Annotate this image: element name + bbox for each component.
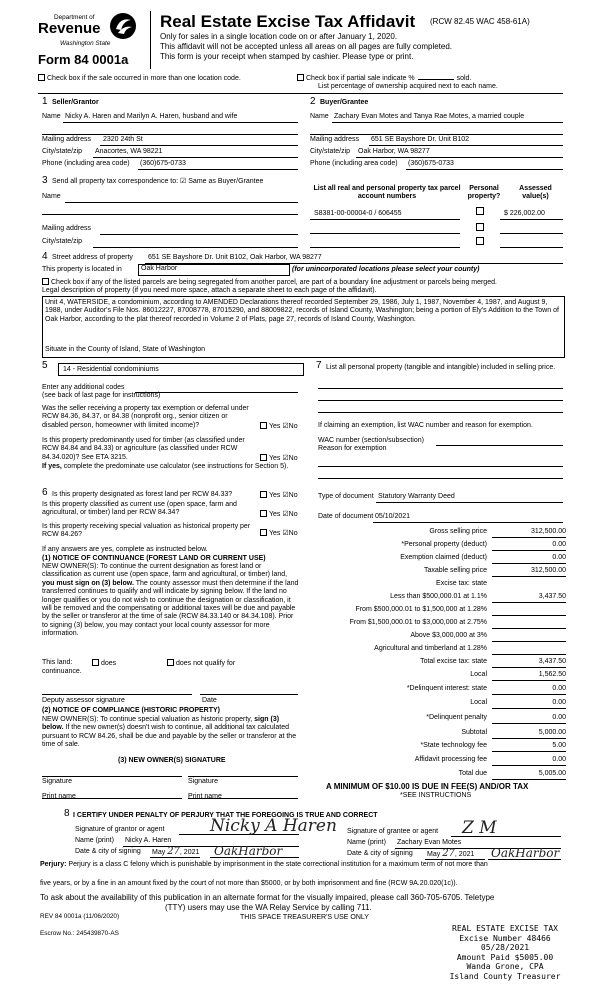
buyer-name[interactable]: Zachary Evan Motes and Tanya Rae Motes, a married couple [334, 113, 525, 120]
street-label: Street address of property [52, 254, 133, 261]
header-line1: Only for sales in a single location code on or after January 1, 2020. [160, 32, 398, 41]
deputy-date-label: Date [202, 697, 217, 704]
land-use-select[interactable]: 14 - Residential condominiums [58, 363, 304, 376]
buyer-city-label: City/state/zip [310, 148, 351, 155]
no-checkbox-checked: ☑ [282, 530, 289, 537]
buyer-name-label: Name [310, 113, 329, 120]
partial-sale-note: List percentage of ownership acquired next to each name. [318, 83, 498, 90]
buyer-mailing-label: Mailing address [310, 136, 360, 143]
doc-type[interactable]: Statutory Warranty Deed [378, 493, 455, 500]
tax-line-value[interactable]: 0.00 [552, 541, 566, 548]
grantor-date[interactable]: May 27, 2021 [152, 846, 200, 857]
grantor-name[interactable]: Nicky A. Haren [125, 837, 172, 844]
treasurer-stamp: REAL ESTATE EXCISE TAX Excise Number 48466 05/28/2021 Amount Paid $5005.00 Wanda Grone, CPA Island County Treasurer [449, 924, 561, 981]
yes-checkbox[interactable] [260, 510, 267, 517]
grantee-name-label: Name (print) [347, 839, 386, 846]
tax-line-label: Excise tax: state [436, 580, 487, 587]
tax-line-label: Subtotal [461, 729, 487, 736]
checkbox-icon[interactable] [297, 74, 304, 81]
form-title: Real Estate Excise Tax Affidavit [160, 12, 416, 31]
tax-line-label: Local [470, 699, 487, 706]
s6-question-1: Is this property designated as forest land per RCW 84.33? [52, 491, 233, 498]
seller-name[interactable]: Nicky A. Haren and Marilyn A. Haren, husband and wife [65, 113, 238, 120]
personal-property-checkbox[interactable] [476, 207, 484, 215]
tax-line-label: Affidavit processing fee [414, 756, 487, 763]
checkbox-icon[interactable] [92, 659, 99, 666]
yes-checkbox[interactable] [260, 491, 267, 498]
section-2-number: 2 [310, 96, 316, 107]
grantee-signature[interactable]: Z M [462, 818, 497, 838]
located-select[interactable]: Oak Harbor [138, 264, 290, 276]
parcel-col-personal: Personal property? [467, 185, 501, 201]
seller-city-label: City/state/zip [42, 148, 83, 155]
notice-2-text: NEW OWNER(S): To continue special valuation as historic property, sign (3) below. If the new owner(s) doesn't wish to continue, all additional tax calculated pursuant to RCW 84.26, shall be due and payable by the seller or transferor at the time of sale. [42, 716, 297, 749]
section-7-number: 7 [316, 360, 322, 371]
does-check[interactable]: does [92, 659, 116, 668]
dept-state: Washington State [60, 40, 111, 47]
dept-revenue: Revenue [38, 20, 101, 37]
rev-number: REV 84 0001a (11/06/2020) [40, 913, 120, 920]
no-checkbox-checked: ☑ [282, 492, 289, 499]
partial-sale-check[interactable]: Check box if partial sale indicate % sold. [297, 74, 471, 83]
seller-heading: Seller/Grantor [52, 99, 99, 106]
form-number: Form 84 0001a [38, 52, 129, 67]
notice-2-heading: (2) NOTICE OF COMPLIANCE (HISTORIC PROPERTY) [42, 707, 220, 714]
parcel-value[interactable]: $ 226,002.00 [504, 210, 545, 217]
exemption-label: If claiming an exemption, list WAC number and reason for exemption. [318, 422, 533, 429]
perjury-text-2: five years, or by a fine in an amount fixed by the court of not more than $5000, or by both imprisonment and fine (RCW 9A.20.020(1c)). [40, 880, 458, 887]
parcel-col-assessed: Assessed value(s) [519, 185, 552, 201]
notice-1-heading: (1) NOTICE OF CONTINUANCE (FOREST LAND OR CURRENT USE) [42, 555, 266, 562]
continuance-label: continuance. [42, 668, 82, 675]
grantor-city[interactable]: OakHarbor [214, 844, 283, 858]
grantee-date-label: Date & city of signing [347, 850, 413, 857]
owner-print-label-2: Print name [188, 793, 222, 800]
escrow-number: Escrow No.: 245439870-AS [40, 930, 119, 937]
s5-note: If yes, complete the predominate use calculator (see instructions for Section 5). [42, 463, 289, 470]
personal-property-checkbox[interactable] [476, 223, 484, 231]
legal-description-2: Situate in the County of Island, State of Washington [45, 346, 206, 353]
section-8-number: 8 [64, 808, 70, 819]
seller-phone[interactable]: (360)675-0733 [140, 160, 186, 167]
legal-description: Unit 4, WATERSIDE, a condominium, according to AMENDED Declarations thereof recorded September 29, 1986, July 1, 1987, November 4, 1987, and August 9, 1988, under Auditor's File Nos. 86012227, 87008778, 87015290, and 88009822, records of Island County, Washington; being a portion of Ely's Addition to the Town of Oak Harbor, according to the plat thereof recorded in Volume 2 of Plats, page 27, records of Island County, Washington. [45, 299, 559, 323]
s5-question-2: Is this property predominantly used for timber (as classified under RCW 84.84 and 84.33) or agriculture (as classified under RCW 84.34.020)? See ETA 3215. [42, 437, 245, 461]
section-6-number: 6 [42, 487, 48, 498]
codes-label-a: Enter any additional codes [42, 384, 125, 391]
tax-line-value[interactable]: 0.00 [552, 699, 566, 706]
tax-line-value[interactable]: 5,005.00 [538, 770, 566, 777]
buyer-mailing[interactable]: 651 SE Bayshore Dr. Unit B102 [371, 136, 470, 143]
codes-label-b: (see back of last page for instructions) [42, 392, 161, 399]
tax-line-label: *Delinquent interest: state [406, 685, 487, 692]
seller-mailing-label: Mailing address [42, 136, 92, 143]
grantor-name-label: Name (print) [75, 837, 114, 844]
minimum-notice: A MINIMUM OF $10.00 IS DUE IN FEE(S) AND/OR TAX [326, 782, 529, 791]
parcel-number[interactable]: S8381-00-00004-0 / 606455 [314, 210, 402, 217]
no-checkbox-checked: ☑ [282, 511, 289, 518]
tax-line-label: Less than $500,000.01 at 1.1% [390, 593, 487, 600]
personal-property-checkbox[interactable] [476, 237, 484, 245]
tax-line-value[interactable]: 5.00 [552, 742, 566, 749]
no-checkbox-checked: ☑ [282, 423, 289, 430]
tax-line-value[interactable]: 3,437.50 [538, 593, 566, 600]
seller-name-label: Name [42, 113, 61, 120]
segregated-check[interactable]: Check box if any of the listed parcels are being segregated from another parcel, are part of a boundary line adjustment or parcels being merged. [42, 278, 497, 287]
property-street[interactable]: 651 SE Bayshore Dr. Unit B102, Oak Harbor, WA 98277 [148, 254, 322, 261]
new-owner-sig-heading: (3) NEW OWNER(S) SIGNATURE [118, 757, 226, 764]
tax-line-label: Above $3,000,000 at 3% [410, 632, 487, 639]
corr-city-label: City/state/zip [42, 238, 83, 245]
header-line3: This form is your receipt when stamped by cashier. Please type or print. [160, 52, 414, 61]
tax-line-value[interactable]: 3,437.50 [538, 658, 566, 665]
s6-q2-answer[interactable]: Yes ☑No [260, 510, 298, 519]
tax-line-label: *Personal property (deduct) [401, 541, 487, 548]
reason-label: Reason for exemption [318, 445, 387, 452]
s5-q1-answer[interactable]: Yes ☑No [260, 422, 298, 431]
tax-line-label: *State technology fee [420, 742, 487, 749]
header-line2: This affidavit will not be accepted unless all areas on all pages are fully completed. [160, 42, 453, 51]
grantee-sig-label: Signature of grantee or agent [347, 828, 439, 835]
section-5-number: 5 [42, 360, 48, 371]
owner-signature-label-2: Signature [188, 778, 218, 785]
this-land-label: This land: [42, 659, 73, 666]
doc-date[interactable]: 05/10/2021 [375, 513, 411, 520]
tax-line-value[interactable]: 0.00 [552, 714, 566, 721]
revenue-swirl-icon [108, 11, 138, 41]
see-instructions: *SEE INSTRUCTIONS [400, 792, 472, 799]
alt-format-text: To ask about the availability of this publication in an alternate format for the visually impaired, please call 360-705-6705. Teletype [40, 893, 495, 902]
tax-line-value[interactable]: 5,000.00 [538, 729, 566, 736]
buyer-city[interactable]: Oak Harbor, WA 98277 [358, 148, 430, 155]
notice-1-text: NEW OWNER(S): To continue the current designation as forest land or classification as current use (open space, farm and agricultural, or timber) land, you must sign on (3) below. The county assessor must then determine if the land transferred continues to qualify and will indicate by signing below. If the land no longer qualifies or you do not wish to continue the designation or classification, it will be removed and the compensating or additional taxes will be due and payable by the seller or transferor at the time of sale (RCW 84.33.140 or 84.34.108). Prior to signing (3) below, you may contact your local county assessor for more information. [42, 563, 299, 638]
wac-label: WAC number (section/subsection) [318, 437, 424, 444]
legal-description-box[interactable] [42, 296, 565, 358]
owner-signature-label: Signature [42, 778, 72, 785]
yes-checkbox[interactable] [260, 454, 267, 461]
grantee-city[interactable]: OakHarbor [491, 846, 560, 860]
tax-line-label: Agricultural and timberland at 1.28% [374, 645, 487, 652]
checkbox-icon[interactable] [42, 278, 49, 285]
perjury-text: Perjury: Perjury is a class C felony which is punishable by imprisonment in the state correctional institution for a maximum term of not more than [40, 861, 488, 868]
s6-question-3: Is this property receiving special valuation as historical property per RCW 84.26? [42, 523, 251, 539]
tax-line-label: Exemption claimed (deduct) [400, 554, 487, 561]
seller-mailing[interactable]: 2320 24th St [103, 136, 143, 143]
grantor-date-label: Date & city of signing [75, 848, 141, 855]
s6-question-2: Is this property classified as current use (open space, farm and agricultural, or timber) land per RCW 84.34? [42, 501, 237, 517]
tax-line-label: From $500,000.01 to $1,500,000 at 1.28% [355, 606, 487, 613]
corr-mailing-label: Mailing address [42, 225, 92, 232]
same-as-checkbox-icon[interactable]: ☑ [180, 178, 187, 185]
alt-format-text-2: (TTY) users may use the WA Relay Service by calling 711. [165, 903, 372, 912]
seller-phone-label: Phone (including area code) [42, 160, 130, 167]
legal-label: Legal description of property (if you need more space, attach a separate sheet to each page of the affidavit). [42, 287, 377, 294]
checkbox-icon[interactable] [167, 659, 174, 666]
tax-line-label: *Delinquent penalty [426, 714, 487, 721]
buyer-heading: Buyer/Grantee [320, 99, 369, 106]
doc-date-label: Date of document [318, 513, 374, 520]
grantee-date[interactable]: May 27, 2021 [427, 848, 475, 859]
form-rcw: (RCW 82.45 WAC 458-61A) [430, 17, 530, 26]
deputy-label: Deputy assessor signature [42, 697, 125, 704]
buyer-phone-label: Phone (including area code) [310, 160, 398, 167]
tax-line-label: Gross selling price [429, 528, 487, 535]
grantor-sig-label: Signature of grantor or agent [75, 826, 165, 833]
s5-question-1: Was the seller receiving a property tax exemption or deferral under RCW 84.36, 84.37, or 84.38 (nonprofit org., senior citizen or disabled person, homeowner with limited income)? [42, 405, 249, 429]
tax-line-value[interactable]: 0.00 [552, 554, 566, 561]
personal-property-list-label: List all personal property (tangible and intangible) included in selling price. [326, 364, 556, 371]
tax-line-value[interactable]: 0.00 [552, 685, 566, 692]
seller-city[interactable]: Anacortes, WA 98221 [95, 148, 163, 155]
grantee-name[interactable]: Zachary Evan Motes [397, 839, 462, 846]
tax-line-label: Local [470, 671, 487, 678]
corr-name-label: Name [42, 193, 61, 200]
tax-line-label: Total excise tax: state [420, 658, 487, 665]
tax-line-value[interactable]: 312,500.00 [530, 567, 566, 574]
grantor-signature[interactable]: Nicky A Haren [210, 816, 337, 836]
section-4-number: 4 [42, 251, 48, 262]
dept-of: Department of [54, 14, 95, 21]
does-not-check[interactable]: does not qualify for [167, 659, 235, 668]
owner-print-label: Print name [42, 793, 76, 800]
doc-type-label: Type of document [318, 493, 374, 500]
tax-line-label: Total due [458, 770, 487, 777]
s6-q1-answer[interactable]: Yes ☑No [260, 491, 298, 500]
tax-line-label: From $1,500,000.01 to $3,000,000 at 2.75% [349, 619, 487, 626]
certify-text: I CERTIFY UNDER PENALTY OF PERJURY THAT THE FOREGOING IS TRUE AND CORRECT [73, 812, 378, 819]
tax-line-label: Taxable selling price [423, 567, 487, 574]
tax-line-value[interactable]: 0.00 [552, 756, 566, 763]
any-yes-note: If any answers are yes, complete as instructed below. [42, 546, 208, 553]
no-checkbox-checked: ☑ [282, 455, 289, 462]
s6-q3-answer[interactable]: Yes ☑No [260, 529, 298, 538]
buyer-phone[interactable]: (360)675-0733 [408, 160, 454, 167]
tax-line-value[interactable]: 1,562.50 [538, 671, 566, 678]
s5-q2-answer[interactable]: Yes ☑No [260, 454, 298, 463]
section-1-number: 1 [42, 96, 48, 107]
multi-location-check[interactable]: Check box if the sale occurred in more than one location code. [38, 74, 241, 83]
correspondence-label: Send all property tax correspondence to: ☑ Same as Buyer/Grantee [52, 178, 264, 185]
section-3-number: 3 [42, 175, 48, 186]
checkbox-icon[interactable] [38, 74, 45, 81]
treasurer-use: THIS SPACE TREASURER'S USE ONLY [240, 914, 369, 921]
located-label: This property is located in [42, 266, 122, 273]
tax-line-value[interactable]: 312,500.00 [530, 528, 566, 535]
yes-checkbox[interactable] [260, 529, 267, 536]
yes-checkbox[interactable] [260, 422, 267, 429]
located-note: (for unincorporated locations please select your county) [292, 266, 480, 273]
parcel-col-numbers: List all real and personal property tax parcel account numbers [313, 185, 461, 201]
